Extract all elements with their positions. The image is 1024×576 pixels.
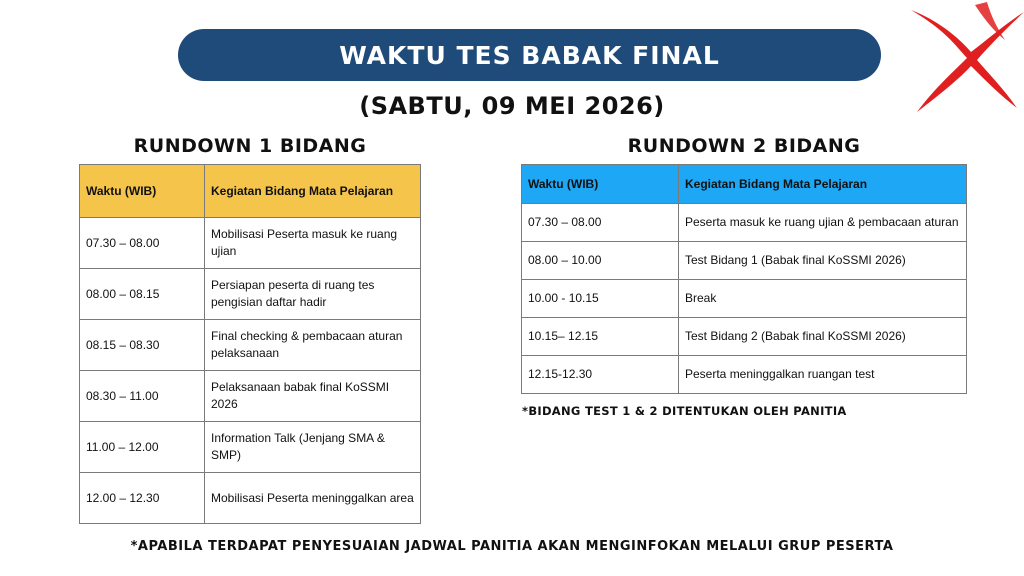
table-row — [80, 371, 421, 422]
activity-cell: Break — [679, 280, 967, 318]
time-cell: 10.15– 12.15 — [522, 318, 679, 356]
time-cell: 10.00 - 10.15 — [522, 280, 679, 318]
activity-cell: Pelaksanaan babak final KoSSMI 2026 — [205, 371, 421, 422]
time-cell: 08.00 – 08.15 — [80, 269, 205, 320]
rundown-2-title: RUNDOWN 2 BIDANG — [627, 135, 861, 157]
time-cell: 07.30 – 08.00 — [522, 204, 679, 242]
activity-cell: Peserta meninggalkan ruangan test — [679, 356, 967, 394]
activity-cell: Peserta masuk ke ruang ujian & pembacaan aturan — [679, 204, 967, 242]
table-header-row — [522, 165, 967, 204]
table-row — [80, 269, 421, 320]
time-cell: 12.15-12.30 — [522, 356, 679, 394]
table-header-row — [80, 165, 421, 218]
time-cell: 08.15 – 08.30 — [80, 320, 205, 371]
rundown-2-table — [521, 164, 967, 394]
activity-cell: Persiapan peserta di ruang tes pengisian daftar hadir — [205, 269, 421, 320]
column-header-time: Waktu (WIB) — [80, 165, 205, 218]
activity-cell: Mobilisasi Peserta masuk ke ruang ujian — [205, 218, 421, 269]
page-title: WAKTU TES BABAK FINAL — [339, 40, 720, 70]
time-cell: 11.00 – 12.00 — [80, 422, 205, 473]
activity-cell: Final checking & pembacaan aturan pelaksanaan — [205, 320, 421, 371]
column-header-time: Waktu (WIB) — [522, 165, 679, 204]
table-row — [80, 218, 421, 269]
event-date: (SABTU, 09 MEI 2026) — [359, 92, 665, 120]
time-cell: 07.30 – 08.00 — [80, 218, 205, 269]
rundown-1-table — [79, 164, 421, 524]
footer-note: *APABILA TERDAPAT PENYESUAIAN JADWAL PANITIA AKAN MENGINFOKAN MELALUI GRUP PESERTA — [130, 539, 894, 554]
table-row — [522, 318, 967, 356]
table-row — [522, 204, 967, 242]
rundown-1-title: RUNDOWN 1 BIDANG — [133, 135, 367, 157]
table-row — [522, 356, 967, 394]
activity-cell: Information Talk (Jenjang SMA & SMP) — [205, 422, 421, 473]
table-row — [522, 280, 967, 318]
activity-cell: Test Bidang 1 (Babak final KoSSMI 2026) — [679, 242, 967, 280]
activity-cell: Test Bidang 2 (Babak final KoSSMI 2026) — [679, 318, 967, 356]
table-row — [522, 242, 967, 280]
title-banner — [178, 29, 881, 81]
column-header-activity: Kegiatan Bidang Mata Pelajaran — [679, 165, 967, 204]
table-row — [80, 473, 421, 524]
time-cell: 12.00 – 12.30 — [80, 473, 205, 524]
activity-cell: Mobilisasi Peserta meninggalkan area — [205, 473, 421, 524]
rundown-2-note: *BIDANG TEST 1 & 2 DITENTUKAN OLEH PANITIA — [522, 404, 847, 418]
column-header-activity: Kegiatan Bidang Mata Pelajaran — [205, 165, 421, 218]
time-cell: 08.30 – 11.00 — [80, 371, 205, 422]
time-cell: 08.00 – 10.00 — [522, 242, 679, 280]
table-row — [80, 422, 421, 473]
table-row — [80, 320, 421, 371]
